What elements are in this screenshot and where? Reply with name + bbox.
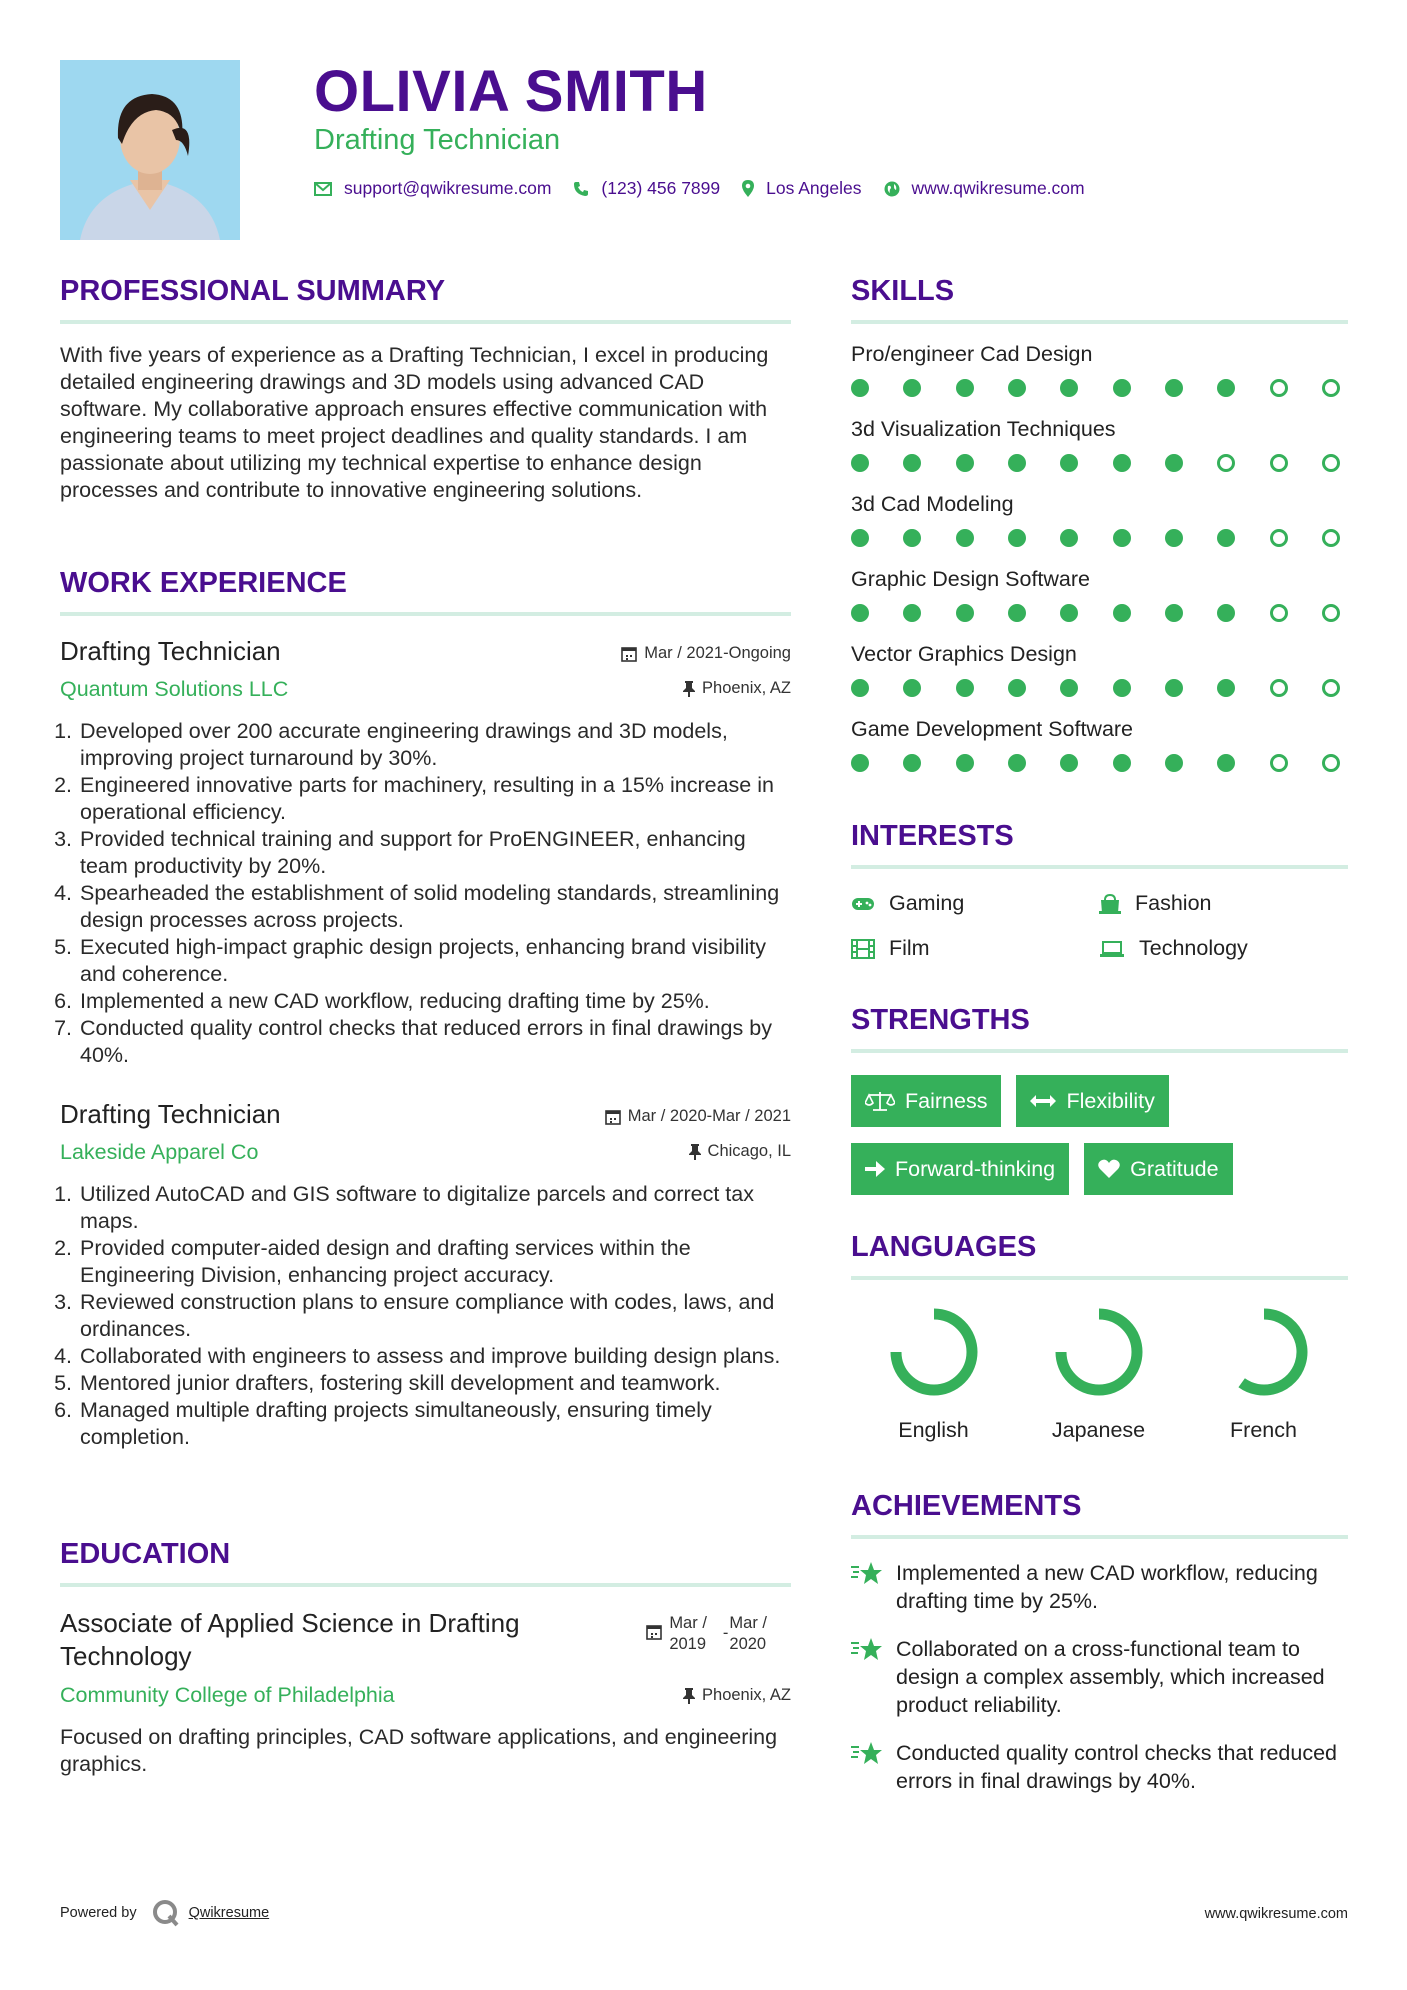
degree-line-1: Associate of Applied Science in Drafting bbox=[60, 1608, 520, 1638]
language-gauge-arc bbox=[1241, 1314, 1301, 1390]
education-dates bbox=[646, 1613, 791, 1655]
skill-dot-filled bbox=[1008, 454, 1026, 472]
calendar-icon bbox=[605, 1109, 621, 1125]
interests-section bbox=[851, 820, 1348, 961]
skill-dot-filled bbox=[851, 529, 869, 547]
achievement-text: Conducted quality control checks that reduced errors in final drawings by 40%. bbox=[896, 1741, 1338, 1793]
skill-dot-filled bbox=[1060, 754, 1078, 772]
summary-text: With five years of experience as a Drafting Technician, I excel in producing detailed engineering drawings and 3D models using advanced CAD software. My collaborative approach ensures effective communication with engineering teams to meet project deadlines and quality standards. I am passionate about utilizing my technical expertise to enhance design processes and contribute to innovative engineering solutions. bbox=[60, 343, 769, 502]
list-item: 2. Provided computer-aided design and drafting services within the Engineering Division, enhancing project accuracy. bbox=[78, 1235, 791, 1289]
degree-line-2: Technology bbox=[60, 1641, 192, 1671]
skill-dot-filled bbox=[1113, 604, 1131, 622]
skill-item bbox=[851, 717, 1348, 772]
skill-dot-filled bbox=[851, 454, 869, 472]
skill-dot-filled bbox=[1113, 454, 1131, 472]
skill-dot-filled bbox=[851, 604, 869, 622]
skill-dot-filled bbox=[1113, 379, 1131, 397]
interest-label: Gaming bbox=[889, 891, 965, 915]
job-bullets bbox=[60, 1181, 791, 1451]
contact-location bbox=[742, 178, 861, 199]
map-marker-icon bbox=[742, 180, 754, 197]
job-company: Lakeside Apparel Co bbox=[60, 1140, 259, 1164]
education-section bbox=[60, 1538, 791, 1778]
skill-dot-filled bbox=[956, 454, 974, 472]
list-item: 6. Implemented a new CAD workflow, reducing drafting time by 25%. bbox=[78, 988, 791, 1015]
shopping-bag-icon bbox=[1099, 894, 1121, 914]
arrow-right-icon bbox=[865, 1160, 885, 1178]
interest-item bbox=[851, 936, 1099, 961]
job-title: Drafting Technician bbox=[60, 1099, 281, 1129]
skill-item bbox=[851, 417, 1348, 472]
skill-item bbox=[851, 492, 1348, 547]
languages-section bbox=[851, 1231, 1348, 1443]
job-location bbox=[683, 679, 791, 698]
skill-dot-filled bbox=[1165, 529, 1183, 547]
skill-rating bbox=[851, 754, 1340, 772]
powered-by-text: Powered by bbox=[60, 1905, 137, 1921]
language-name: English bbox=[898, 1418, 969, 1442]
skill-rating bbox=[851, 679, 1340, 697]
skill-dot-filled bbox=[1060, 454, 1078, 472]
skill-dot-filled bbox=[1113, 679, 1131, 697]
skill-name: Graphic Design Software bbox=[851, 567, 1090, 591]
skill-dot-filled bbox=[1217, 679, 1235, 697]
list-item: 7. Conducted quality control checks that reduced errors in final drawings by 40%. bbox=[78, 1015, 791, 1069]
job-bullets bbox=[60, 718, 791, 1069]
list-item: 4. Spearheaded the establishment of solid modeling standards, streamlining design processes across projects. bbox=[78, 880, 791, 934]
candidate-role: Drafting Technician bbox=[314, 124, 561, 156]
skill-dot-filled bbox=[903, 604, 921, 622]
job-dates-text: Mar / 2020-Mar / 2021 bbox=[627, 1107, 791, 1125]
achievement-text: Collaborated on a cross-functional team to design a complex assembly, which increased product reliability. bbox=[896, 1637, 1325, 1717]
contact-bar bbox=[314, 178, 1107, 199]
skill-dot-filled bbox=[1060, 604, 1078, 622]
strengths-title: STRENGTHS bbox=[851, 1004, 1348, 1053]
skill-dot-empty bbox=[1322, 754, 1340, 772]
start-date-line-2: 2019 bbox=[669, 1635, 707, 1653]
skill-dot-empty bbox=[1217, 454, 1235, 472]
skill-dot-empty bbox=[1270, 754, 1288, 772]
skill-name: Game Development Software bbox=[851, 717, 1134, 741]
phone-icon bbox=[573, 181, 589, 197]
contact-website[interactable] bbox=[884, 178, 1085, 199]
job-dates-text: Mar / 2021-Ongoing bbox=[644, 644, 791, 662]
interest-item bbox=[851, 891, 1099, 916]
achievement-text: Implemented a new CAD workflow, reducing drafting time by 25%. bbox=[896, 1561, 1318, 1613]
brand-link[interactable]: Qwikresume bbox=[188, 1905, 270, 1921]
star-icon bbox=[851, 1637, 883, 1663]
education-entry bbox=[60, 1607, 791, 1778]
skill-dot-filled bbox=[1165, 679, 1183, 697]
language-item bbox=[1181, 1306, 1346, 1443]
skill-dot-empty bbox=[1270, 379, 1288, 397]
skill-item bbox=[851, 642, 1348, 697]
skill-dot-filled bbox=[1217, 754, 1235, 772]
strength-label: Forward-thinking bbox=[895, 1156, 1056, 1181]
skill-dot-filled bbox=[1165, 454, 1183, 472]
skills-title: SKILLS bbox=[851, 275, 1348, 324]
contact-email[interactable] bbox=[314, 178, 551, 199]
skills-list bbox=[851, 342, 1348, 772]
skill-dot-filled bbox=[1217, 379, 1235, 397]
language-gauge-arc bbox=[1061, 1314, 1137, 1390]
skill-dot-filled bbox=[1008, 604, 1026, 622]
skill-dot-filled bbox=[1165, 754, 1183, 772]
skill-rating bbox=[851, 454, 1340, 472]
skill-name: Pro/engineer Cad Design bbox=[851, 342, 1093, 366]
skill-rating bbox=[851, 379, 1340, 397]
skill-dot-empty bbox=[1270, 679, 1288, 697]
list-item: 2. Engineered innovative parts for machinery, resulting in a 15% increase in operational efficiency. bbox=[78, 772, 791, 826]
professional-summary-section bbox=[60, 275, 791, 504]
location-text: Los Angeles bbox=[766, 178, 862, 198]
list-item: 1. Developed over 200 accurate engineering drawings and 3D models, improving project turnaround by 30%. bbox=[78, 718, 791, 772]
list-item: 3. Provided technical training and support for ProENGINEER, enhancing team productivity by 20%. bbox=[78, 826, 791, 880]
skill-dot-empty bbox=[1322, 604, 1340, 622]
skill-item bbox=[851, 567, 1348, 622]
list-item: 4. Collaborated with engineers to assess and improve building design plans. bbox=[78, 1343, 791, 1370]
strength-tag bbox=[851, 1143, 1069, 1195]
skill-rating bbox=[851, 529, 1340, 547]
language-gauge bbox=[1053, 1306, 1145, 1398]
strength-tag bbox=[851, 1075, 1001, 1127]
skill-dot-filled bbox=[956, 529, 974, 547]
skill-dot-filled bbox=[1008, 379, 1026, 397]
skill-dot-empty bbox=[1322, 679, 1340, 697]
skill-dot-filled bbox=[851, 679, 869, 697]
work-experience-section bbox=[60, 567, 791, 1451]
achievements-title: ACHIEVEMENTS bbox=[851, 1490, 1348, 1539]
language-gauge-arc bbox=[896, 1314, 972, 1390]
list-item: 5. Executed high-impact graphic design projects, enhancing brand visibility and coherence. bbox=[78, 934, 791, 988]
end-date-line-1: Mar / bbox=[729, 1614, 767, 1632]
skill-dot-filled bbox=[1008, 679, 1026, 697]
languages-title: LANGUAGES bbox=[851, 1231, 1348, 1280]
skill-dot-filled bbox=[903, 379, 921, 397]
language-item bbox=[851, 1306, 1016, 1443]
skill-dot-filled bbox=[851, 379, 869, 397]
achievement-item bbox=[851, 1635, 1348, 1719]
phone-text: (123) 456 7899 bbox=[601, 178, 721, 198]
qwikresume-logo-icon bbox=[151, 1898, 181, 1928]
skill-dot-filled bbox=[851, 754, 869, 772]
skill-name: Vector Graphics Design bbox=[851, 642, 1077, 666]
interest-item bbox=[1099, 891, 1347, 916]
skill-dot-filled bbox=[1060, 379, 1078, 397]
skill-dot-filled bbox=[1165, 604, 1183, 622]
job-location-text: Chicago, IL bbox=[707, 1142, 791, 1160]
skill-item bbox=[851, 342, 1348, 397]
film-icon bbox=[851, 939, 875, 959]
achievement-item bbox=[851, 1559, 1348, 1615]
job-dates bbox=[621, 644, 791, 663]
interests-list bbox=[851, 891, 1348, 961]
list-item: 3. Reviewed construction plans to ensure compliance with codes, laws, and ordinances. bbox=[78, 1289, 791, 1343]
achievements-section bbox=[851, 1490, 1348, 1795]
skill-name: 3d Cad Modeling bbox=[851, 492, 1014, 516]
skill-dot-filled bbox=[1165, 379, 1183, 397]
globe-icon bbox=[884, 181, 900, 197]
list-item: 1. Utilized AutoCAD and GIS software to digitalize parcels and correct tax maps. bbox=[78, 1181, 791, 1235]
languages-list bbox=[851, 1306, 1348, 1443]
heart-icon bbox=[1098, 1159, 1120, 1179]
interests-title: INTERESTS bbox=[851, 820, 1348, 869]
skill-dot-filled bbox=[1008, 529, 1026, 547]
skill-dot-filled bbox=[1217, 529, 1235, 547]
education-title: EDUCATION bbox=[60, 1538, 791, 1587]
calendar-icon bbox=[621, 646, 637, 662]
skill-dot-empty bbox=[1270, 529, 1288, 547]
skill-dot-filled bbox=[956, 679, 974, 697]
language-item bbox=[1016, 1306, 1181, 1443]
job-location-text: Phoenix, AZ bbox=[702, 679, 791, 697]
envelope-icon bbox=[314, 182, 332, 196]
school-name: Community College of Philadelphia bbox=[60, 1683, 395, 1707]
skill-dot-filled bbox=[903, 529, 921, 547]
skill-dot-empty bbox=[1322, 529, 1340, 547]
language-gauge bbox=[1218, 1306, 1310, 1398]
skill-dot-empty bbox=[1270, 454, 1288, 472]
skill-dot-empty bbox=[1270, 604, 1288, 622]
start-date-line-1: Mar / bbox=[669, 1614, 707, 1632]
language-name: Japanese bbox=[1051, 1418, 1146, 1442]
star-icon bbox=[851, 1561, 883, 1587]
job-location bbox=[689, 1142, 791, 1161]
skill-dot-filled bbox=[1113, 529, 1131, 547]
calendar-icon bbox=[646, 1624, 662, 1640]
job-dates bbox=[605, 1107, 791, 1126]
strength-tag bbox=[1016, 1075, 1168, 1127]
summary-title: PROFESSIONAL SUMMARY bbox=[60, 275, 791, 324]
skill-dot-filled bbox=[1008, 754, 1026, 772]
interest-item bbox=[1099, 936, 1347, 961]
strengths-list bbox=[851, 1075, 1348, 1195]
footer-website[interactable]: www.qwikresume.com bbox=[1204, 1906, 1348, 1922]
date-separator: - bbox=[722, 1624, 729, 1642]
skill-name: 3d Visualization Techniques bbox=[851, 417, 1116, 441]
skill-rating bbox=[851, 604, 1340, 622]
strength-label: Fairness bbox=[905, 1088, 988, 1113]
skill-dot-filled bbox=[1113, 754, 1131, 772]
candidate-name: OLIVIA SMITH bbox=[314, 59, 708, 124]
laptop-icon bbox=[1099, 940, 1125, 958]
strength-tag bbox=[1084, 1143, 1232, 1195]
skill-dot-filled bbox=[903, 454, 921, 472]
footer-powered-by bbox=[60, 1898, 269, 1928]
skill-dot-filled bbox=[1217, 604, 1235, 622]
interest-label: Technology bbox=[1139, 936, 1248, 960]
education-location-text: Phoenix, AZ bbox=[702, 1686, 791, 1704]
list-item: 5. Mentored junior drafters, fostering skill development and teamwork. bbox=[78, 1370, 791, 1397]
education-location bbox=[683, 1686, 791, 1705]
skills-section bbox=[851, 275, 1348, 772]
profile-photo bbox=[60, 60, 240, 240]
strength-label: Gratitude bbox=[1130, 1156, 1219, 1181]
interest-label: Film bbox=[889, 936, 930, 960]
skill-dot-filled bbox=[1060, 679, 1078, 697]
skill-dot-filled bbox=[956, 604, 974, 622]
skill-dot-filled bbox=[903, 679, 921, 697]
website-text: www.qwikresume.com bbox=[911, 178, 1085, 198]
pushpin-icon bbox=[683, 681, 695, 697]
balance-scale-icon bbox=[865, 1090, 895, 1112]
arrows-horizontal-icon bbox=[1030, 1094, 1056, 1108]
strengths-section bbox=[851, 1004, 1348, 1195]
achievement-item bbox=[851, 1739, 1348, 1795]
end-date-line-2: 2020 bbox=[729, 1635, 767, 1653]
job-company: Quantum Solutions LLC bbox=[60, 677, 289, 701]
job-entry bbox=[60, 1099, 791, 1451]
interest-label: Fashion bbox=[1135, 891, 1212, 915]
email-text: support@qwikresume.com bbox=[344, 178, 552, 198]
skill-dot-empty bbox=[1322, 454, 1340, 472]
skill-dot-empty bbox=[1322, 379, 1340, 397]
skill-dot-filled bbox=[1060, 529, 1078, 547]
skill-dot-filled bbox=[956, 379, 974, 397]
achievements-list bbox=[851, 1559, 1348, 1795]
job-entry bbox=[60, 636, 791, 1069]
pushpin-icon bbox=[689, 1144, 701, 1160]
language-name: French bbox=[1230, 1418, 1297, 1442]
gamepad-icon bbox=[851, 896, 875, 912]
pushpin-icon bbox=[683, 1688, 695, 1704]
contact-phone[interactable] bbox=[573, 178, 720, 199]
list-item: 6. Managed multiple drafting projects simultaneously, ensuring timely completion. bbox=[78, 1397, 791, 1451]
skill-dot-filled bbox=[903, 754, 921, 772]
experience-title: WORK EXPERIENCE bbox=[60, 567, 791, 616]
language-gauge bbox=[888, 1306, 980, 1398]
star-icon bbox=[851, 1741, 883, 1767]
strength-label: Flexibility bbox=[1066, 1088, 1155, 1113]
education-description: Focused on drafting principles, CAD software applications, and engineering graphics. bbox=[60, 1725, 778, 1776]
job-title: Drafting Technician bbox=[60, 636, 281, 666]
skill-dot-filled bbox=[956, 754, 974, 772]
